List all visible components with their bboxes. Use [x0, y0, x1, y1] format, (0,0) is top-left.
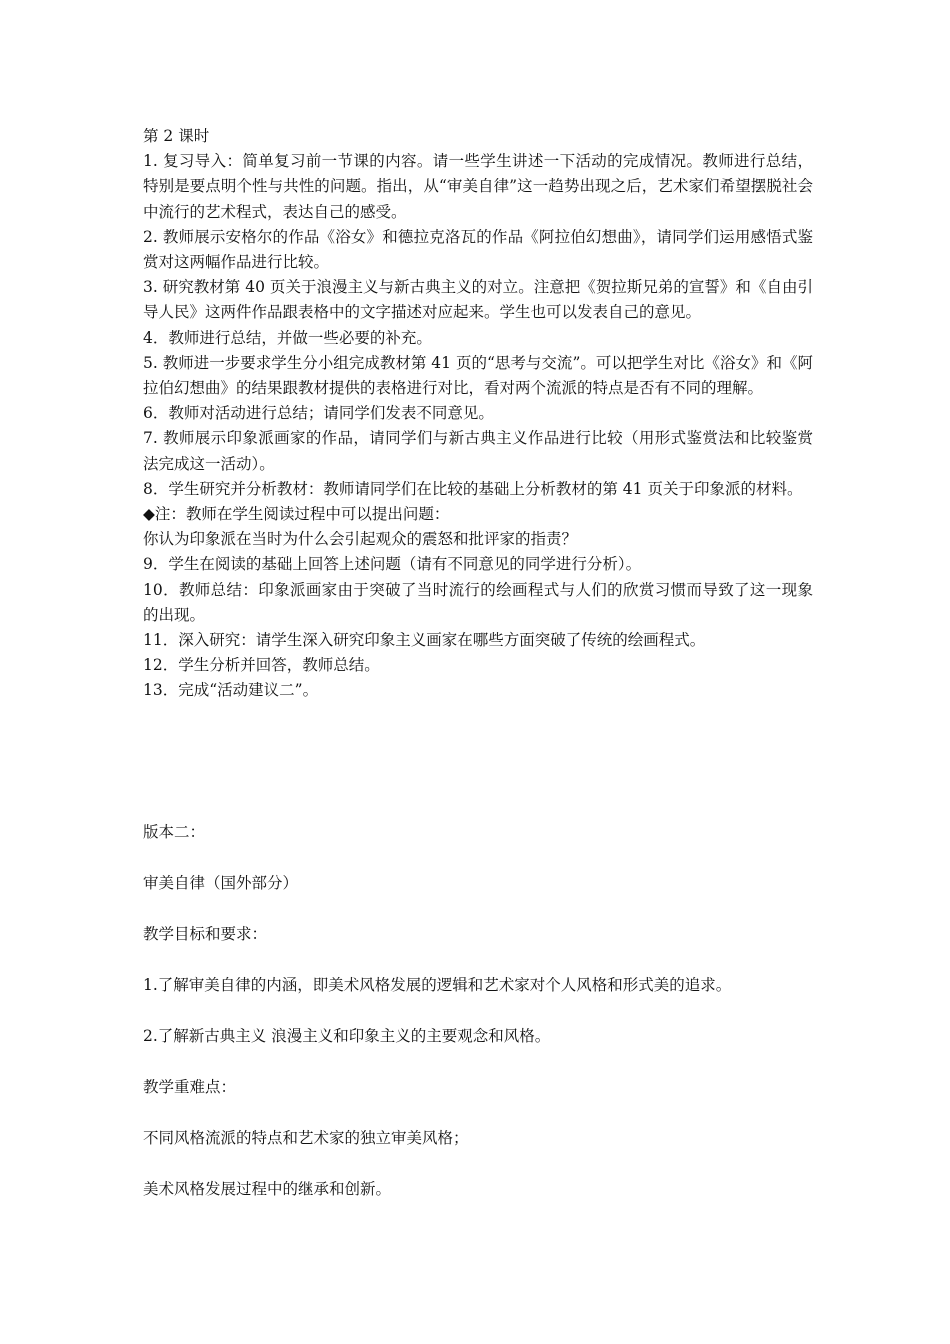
list-item: 7. 教师展示印象派画家的作品，请同学们与新古典主义作品进行比较（用形式鉴赏法和比较鉴赏法完成这一活动）。: [143, 429, 813, 473]
list-item: 13．完成“活动建议二”。: [143, 681, 319, 700]
goal-item: 2.了解新古典主义 浪漫主义和印象主义的主要观念和风格。: [143, 1027, 551, 1045]
question-line: 你认为印象派在当时为什么会引起观众的震怒和批评家的指责？: [143, 530, 578, 549]
version-two-section: [143, 820, 813, 1228]
list-item: 6．教师对活动进行总结；请同学们发表不同意见。: [143, 404, 494, 423]
list-item: 4．教师进行总结，并做一些必要的补充。: [143, 328, 432, 347]
list-item: 8．学生研究并分析教材：教师请同学们在比较的基础上分析教材的第 41 页关于印象派的材料。: [143, 479, 803, 498]
key-point-item: 不同风格流派的特点和艺术家的独立审美风格；: [143, 1129, 469, 1147]
lesson-2-section: [143, 124, 813, 704]
list-item: 11．深入研究：请学生深入研究印象主义画家在哪些方面突破了传统的绘画程式。: [143, 631, 706, 650]
note-line: ◆注：教师在学生阅读过程中可以提出问题：: [143, 505, 450, 524]
list-item: 2. 教师展示安格尔的作品《浴女》和德拉克洛瓦的作品《阿拉伯幻想曲》，请同学们运用感悟式鉴赏对这两幅作品进行比较。: [143, 227, 814, 272]
list-item: 3. 研究教材第 40 页关于浪漫主义与新古典主义的对立。注意把《贺拉斯兄弟的宣誓》和《自由引导人民》这两件作品跟表格中的文字描述对应起来。学生也可以发表自己的意见。: [143, 278, 813, 322]
list-item: 10．教师总结：印象派画家由于突破了当时流行的绘画程式与人们的欣赏习惯而导致了这一现象的出现。: [143, 580, 813, 624]
goals-heading: 教学目标和要求：: [143, 925, 268, 943]
list-item: 5. 教师进一步要求学生分小组完成教材第 41 页的“思考与交流”。可以把学生对比《浴女》和《阿拉伯幻想曲》的结果跟教材提供的表格进行对比，看对两个流派的特点是否有不同的理解。: [143, 353, 813, 398]
goal-item: 1.了解审美自律的内涵，即美术风格发展的逻辑和艺术家对个人风格和形式美的追求。: [143, 976, 732, 994]
section-title: 审美自律（国外部分）: [143, 874, 299, 892]
key-point-item: 美术风格发展过程中的继承和创新。: [143, 1180, 392, 1198]
lesson-heading: 第 2 课时: [143, 127, 210, 145]
key-points-heading: 教学重难点：: [143, 1078, 237, 1096]
version-label: 版本二：: [143, 823, 206, 841]
list-item: 12．学生分析并回答，教师总结。: [143, 656, 380, 675]
list-item: 1. 复习导入：简单复习前一节课的内容。请一些学生讲述一下活动的完成情况。教师进行总结，特别是要点明个性与共性的问题。指出，从“审美自律”这一趋势出现之后，艺术家们希望摆脱社会中流行的艺术程式，表达自己的感受。: [143, 152, 813, 221]
list-item: 9．学生在阅读的基础上回答上述问题（请有不同意见的同学进行分析）。: [143, 555, 642, 574]
